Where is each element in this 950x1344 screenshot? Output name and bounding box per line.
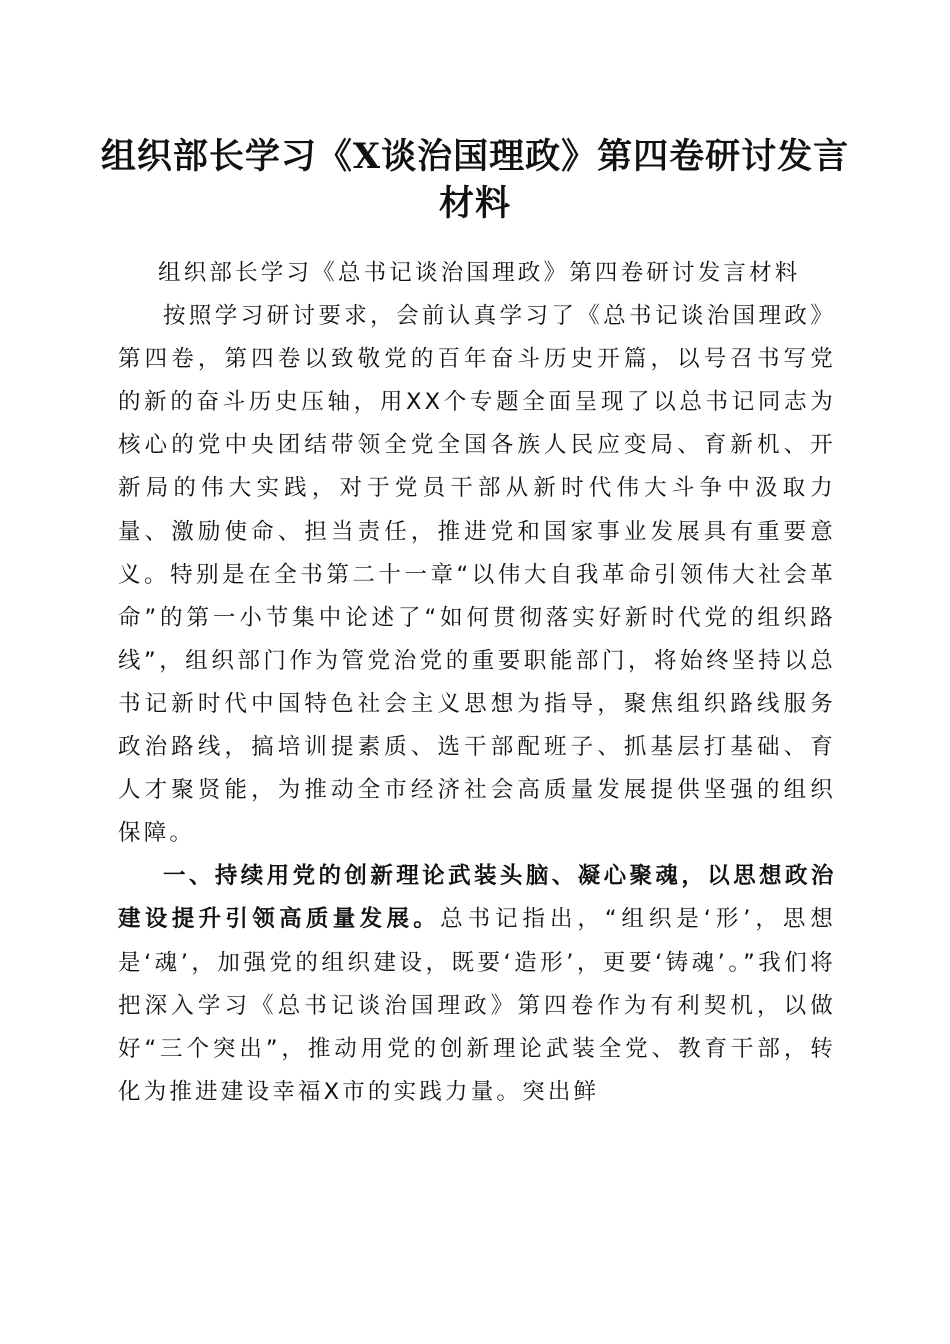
section-1-text: 总书记指出，“组织是‘形’，思想是‘魂’，加强党的组织建设，既要‘造形’，更要‘铸魂’。”我们将把深入学习《总书记谈治国理政》第四卷作为有利契机，以做好“三个突出”，推动用党的创新理论武装全党、教育干部，转化为推进建设幸福X市的实践力量。突出鲜 [118,906,836,1105]
section-1 [118,855,836,1114]
body-paragraph: 按照学习研讨要求，会前认真学习了《总书记谈治国理政》第四卷，第四卷以致敬党的百年奋斗历史开篇，以号召书写党的新的奋斗历史压轴，用XX个专题全面呈现了以总书记同志为核心的党中央团结带领全党全国各族人民应变局、育新机、开新局的伟大实践，对于党员干部从新时代伟大斗争中汲取力量、激励使命、担当责任，推进党和国家事业发展具有重要意义。特别是在全书第二十一章“以伟大自我革命引领伟大社会革命”的第一小节集中论述了“如何贯彻落实好新时代党的组织路线”，组织部门作为管党治党的重要职能部门，将始终坚持以总书记新时代中国特色社会主义思想为指导，聚焦组织路线服务政治路线，搞培训提素质、选干部配班子、抓基层打基础、育人才聚贤能，为推动全市经济社会高质量发展提供坚强的组织保障。 [118,303,836,847]
document-subtitle: 组织部长学习《总书记谈治国理政》第四卷研讨发言材料 [158,260,801,286]
document-title: 组织部长学习《X谈治国理政》第四卷研讨发言材料 [100,136,850,224]
document-body [118,252,836,1114]
section-1-heading: 一、持续用党的创新理论武装头脑、凝心聚魂，以思想政治建设提升引领高质量发展。 [118,863,836,933]
